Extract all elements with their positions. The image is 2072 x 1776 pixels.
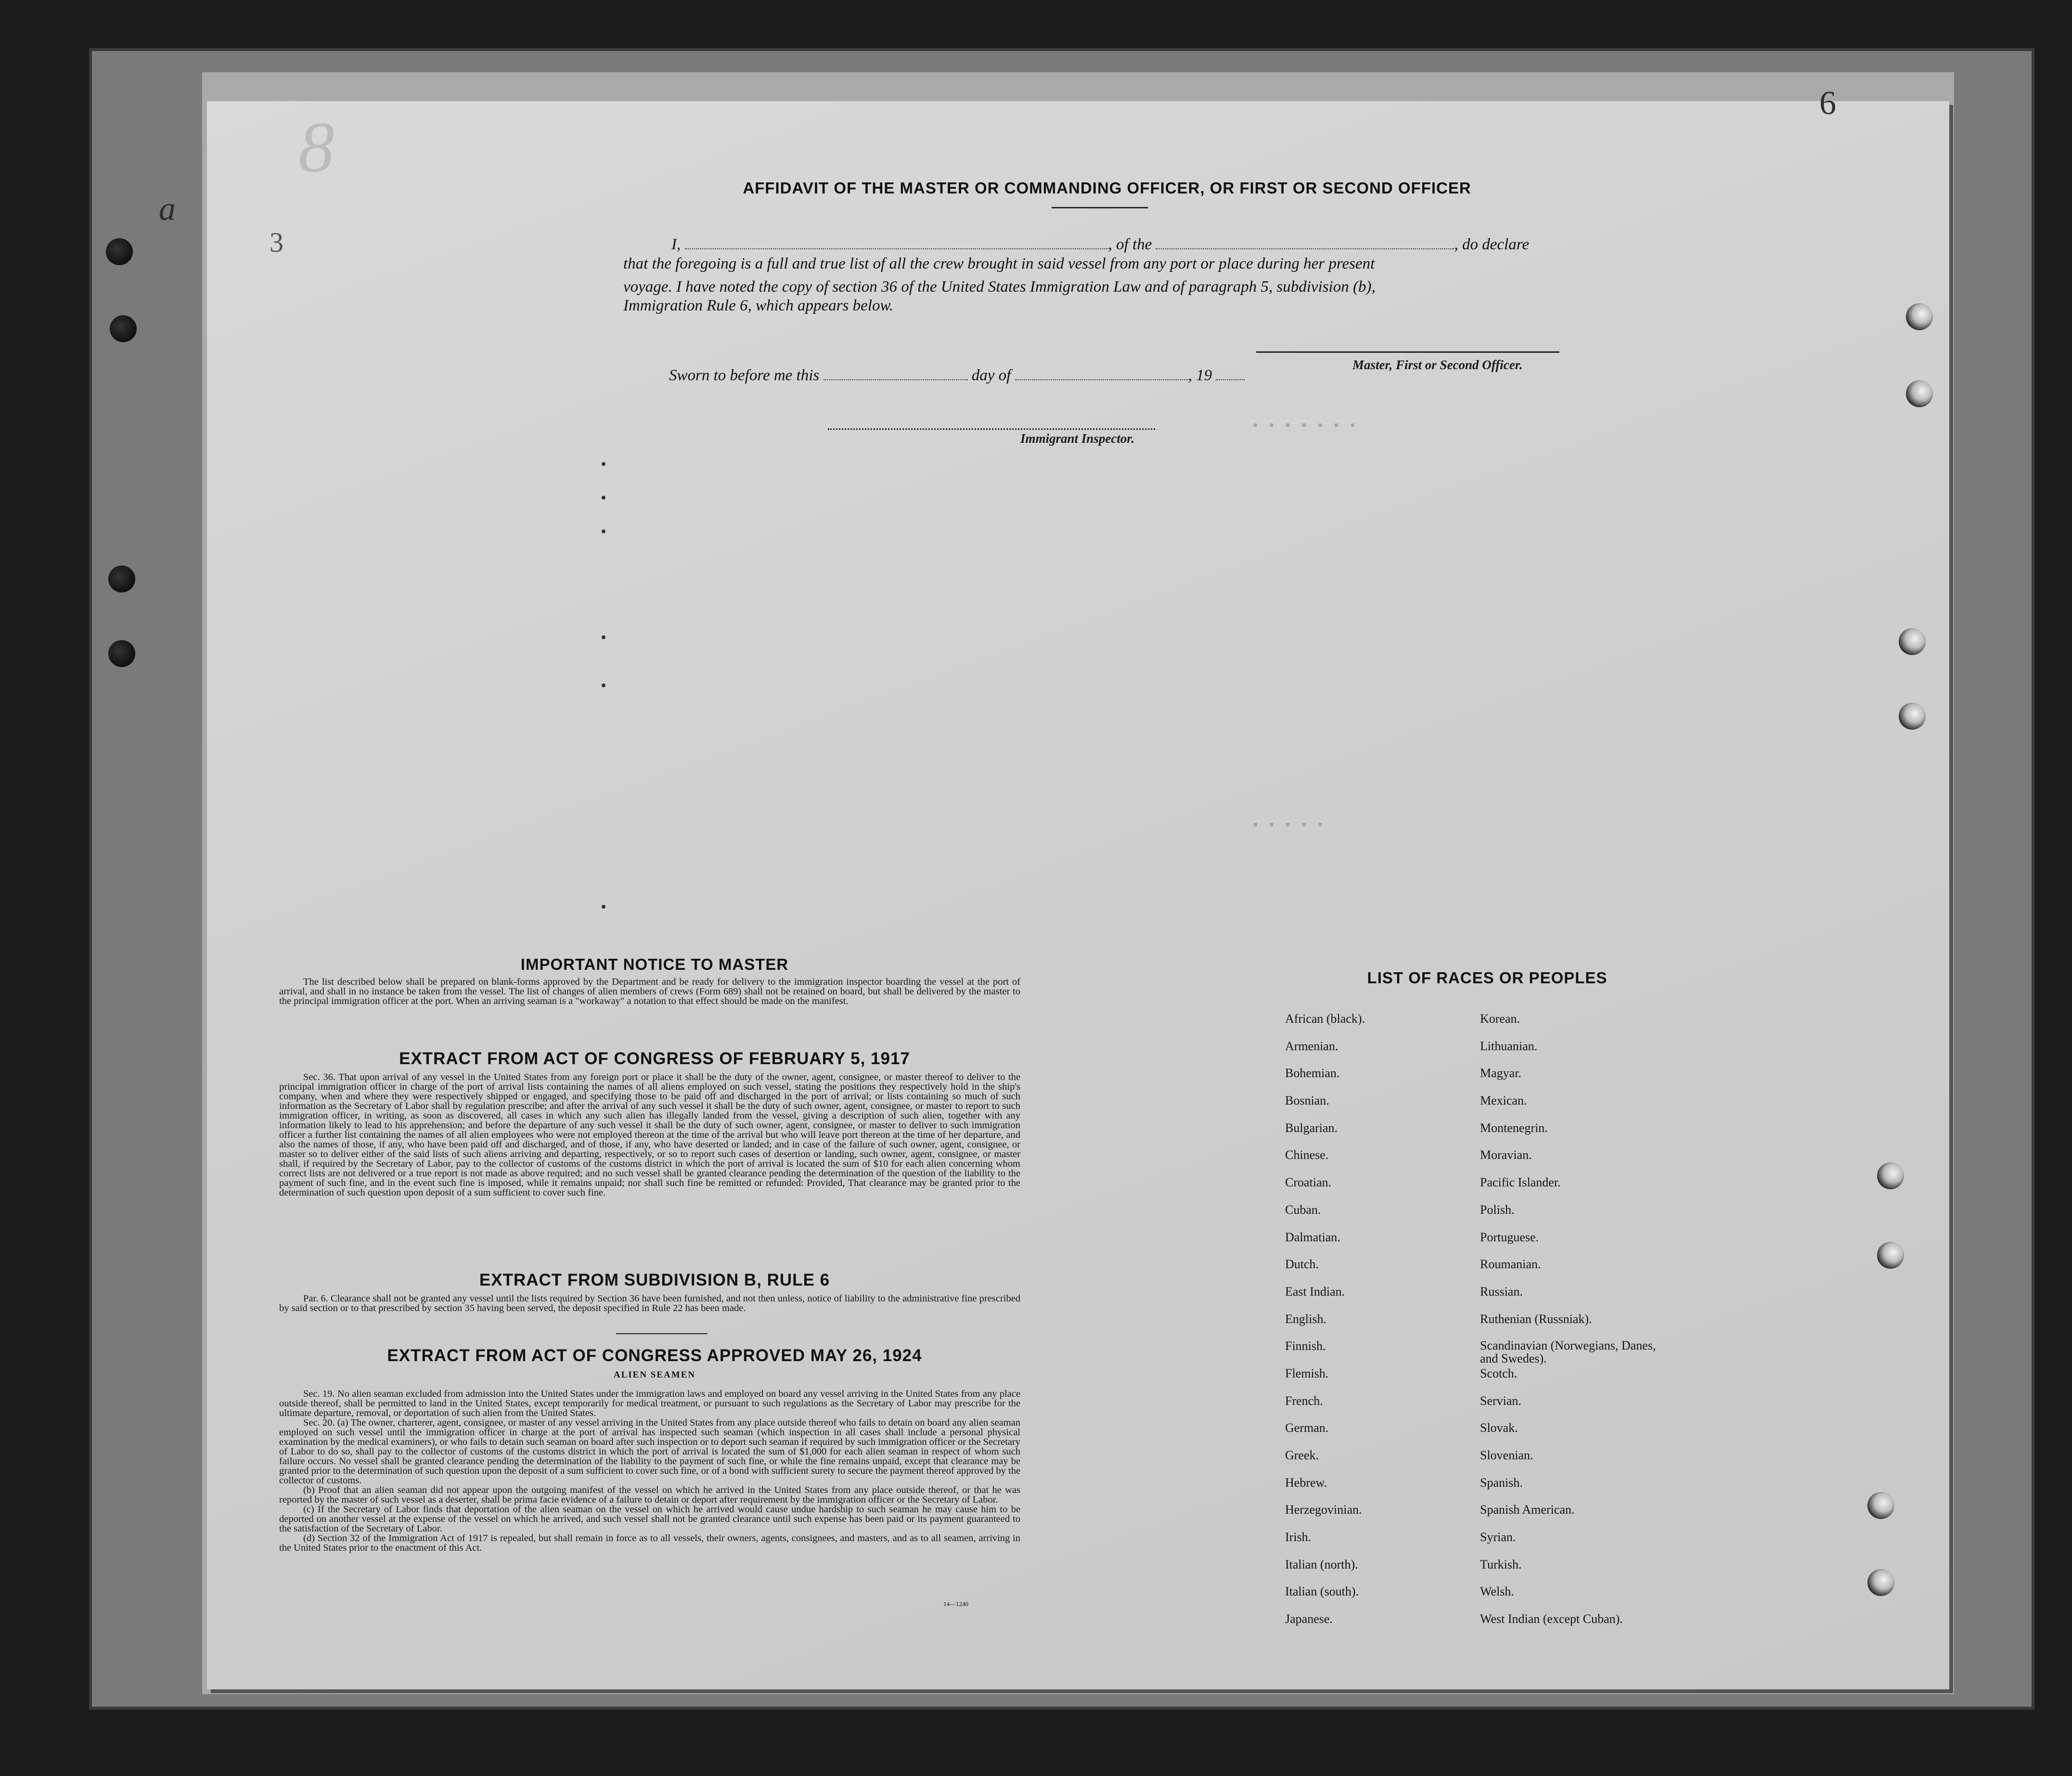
race-item: Armenian. [1285, 1039, 1338, 1053]
punch-hole [1867, 1492, 1894, 1519]
race-item: African (black). [1285, 1012, 1365, 1026]
race-item: Portuguese. [1480, 1230, 1539, 1244]
extract-1917-text [279, 1072, 1020, 1197]
section-divider [616, 1333, 708, 1334]
vessel-blank [1156, 237, 1454, 249]
ink-dot [602, 635, 605, 639]
race-item: Bohemian. [1285, 1066, 1340, 1081]
sec-20c-paragraph: (c) If the Secretary of Labor finds that deportation of the alien seaman on the vessel on which he arrived would cause undue hardship to such seaman he may cause him to be deported on another vessel at the expense of the vessel on which he arrived, and such vessel shall not be granted clearance until such expense has been paid or its payment guaranteed to the satisfaction of the Secretary of Labor. [279, 1504, 1020, 1534]
sworn-day-of: day of [971, 367, 1011, 384]
affidavit-i: I, [671, 236, 681, 253]
race-item: Syrian. [1480, 1530, 1516, 1544]
punch-hole [106, 238, 133, 265]
race-item: German. [1285, 1421, 1329, 1435]
race-item: Italian (south). [1285, 1584, 1359, 1599]
page-number-tab: 6 [1819, 85, 1836, 122]
affidavit-line-3: voyage. I have noted the copy of section 36 of the United States Immigration Law and of paragraph 5, subdivision (b), [623, 278, 1376, 296]
race-item: Dutch. [1285, 1257, 1319, 1272]
form-number: 14—1240 [943, 1600, 968, 1608]
bleed-through-text: ▪ ▪ ▪ ▪ ▪ [1251, 818, 1325, 833]
rule6-text [279, 1294, 1020, 1313]
race-item: Turkish. [1480, 1557, 1522, 1571]
sec-20a-paragraph: Sec. 20. (a) The owner, charterer, agent, consignee, or master of any vessel arriving in the United States from any place outside thereof who fails to detain on board any alien seaman employed on such vessel until the immigration officer in charge at the port of arrival has inspected such seaman (which inspection in all cases shall include a personal physical examination by the medical examiners), or who fails to detain such seaman on board after such inspection or to deport such seaman if required by such immigration officer or the Secretary of Labor to do so, shall pay to the collector of customs of the customs district in which the port of arrival is located the sum of $1,000 for each alien seaman in respect of whom such failure occurs. No vessel shall be granted clearance pending the determination of the liability to the payment of such fine, or while the fine remains unpaid, except that clearance may be granted prior to the determination of such question upon the deposit of a sum sufficient to cover such fine, or of a bond with sufficient surety to secure the payment thereof approved by the collector of customs. [279, 1417, 1020, 1486]
race-item: Korean. [1480, 1012, 1520, 1026]
races-column-1 [1285, 1012, 1365, 1639]
margin-mark-8: 8 [298, 107, 335, 187]
punch-hole [1906, 380, 1933, 407]
races-column-2 [1480, 1012, 1663, 1639]
ink-dot [602, 496, 605, 500]
ink-dot [602, 905, 605, 909]
race-item: West Indian (except Cuban). [1480, 1612, 1623, 1626]
race-item: Chinese. [1285, 1148, 1329, 1162]
punch-hole [110, 315, 137, 342]
punch-hole [1877, 1162, 1904, 1189]
inspector-signature-label: Immigrant Inspector. [1020, 431, 1135, 446]
race-item: Finnish. [1285, 1339, 1326, 1353]
rule6-paragraph: Par. 6. Clearance shall not be granted any vessel until the lists required by Section 36 have been furnished, and not then unless, notice of liability to the administrative fine prescribed by said section or to that prescribed by section 35 having been served, the deposit specified in Rule 22 has been made. [279, 1293, 1020, 1313]
race-item: Flemish. [1285, 1366, 1329, 1380]
race-item: Servian. [1480, 1393, 1521, 1408]
sec-20d-paragraph: (d) Section 32 of the Immigration Act of 1917 is repealed, but shall remain in force as to all vessels, their owners, agents, consignees, and masters, and as to all seamen, arriving in the United States prior to the enactment of this Act. [279, 1533, 1020, 1553]
race-item: Ruthenian (Russniak). [1480, 1312, 1592, 1326]
race-item: Bulgarian. [1285, 1120, 1338, 1135]
race-item: Irish. [1285, 1530, 1312, 1544]
affidavit-line-4: Immigration Rule 6, which appears below. [623, 297, 894, 314]
race-item: Hebrew. [1285, 1475, 1327, 1490]
year-blank [1216, 368, 1245, 380]
master-signature-line [1256, 351, 1559, 353]
title-underline [1052, 207, 1148, 208]
race-item: Russian. [1480, 1284, 1523, 1299]
punch-hole [1899, 703, 1926, 730]
ink-dot [602, 529, 605, 533]
race-item: Croatian. [1285, 1175, 1332, 1190]
punch-hole [108, 566, 135, 592]
race-item: Spanish. [1480, 1475, 1523, 1490]
race-item: Roumanian. [1480, 1257, 1541, 1272]
master-signature-label: Master, First or Second Officer. [1352, 358, 1523, 372]
affidavit-line-1 [671, 236, 1529, 254]
race-item: Lithuanian. [1480, 1039, 1538, 1053]
race-item: Cuban. [1285, 1202, 1321, 1217]
bleed-through-text: ▪ ▪ ▪ ▪ ▪ ▪ ▪ [1251, 419, 1357, 434]
sworn-year: , 19 [1188, 367, 1212, 384]
punch-hole [1877, 1242, 1904, 1269]
notice-text [279, 977, 1020, 1006]
race-item: Mexican. [1480, 1094, 1527, 1108]
race-item: Welsh. [1480, 1584, 1514, 1599]
sec-19-paragraph: Sec. 19. No alien seaman excluded from admission into the United States under the immigration laws and employed on board any vessel arriving in the United States from any place outside thereof, shall be permitted to land in the United States, except temporarily for medical treatment, or pursuant to such regulations as the Secretary of Labor may prescribe for the ultimate departure, removal, or deportation of such alien from the United States. [279, 1389, 1020, 1418]
punch-hole [1899, 628, 1926, 655]
sworn-before: Sworn to before me this [669, 367, 820, 384]
race-item: Spanish American. [1480, 1503, 1575, 1517]
alien-seamen-subtitle: ALIEN SEAMEN [613, 1370, 696, 1380]
ink-dot [602, 462, 605, 466]
race-item: Moravian. [1480, 1148, 1532, 1162]
margin-mark-a: a [159, 191, 176, 228]
race-item: Scotch. [1480, 1366, 1518, 1380]
race-item: Montenegrin. [1480, 1120, 1548, 1135]
extract-1917-paragraph: Sec. 36. That upon arrival of any vessel in the United States from any foreign port or place it shall be the duty of the owner, agent, consignee, or master thereof to deliver to the principal immigration officer in charge of the port of arrival lists containing the names of all aliens employed on such vessel, stating the positions they respectively hold in the ship's company, when and where they were respectively shipped or engaged, and specifying those to be paid off and discharged in the port of arrival; or lists containing so much of such information as the Secretary of Labor shall by regulation prescribe; and after the arrival of any such vessel it shall be the duty of such owner, agent, consignee, or master to report to such immigration officer, in writing, as soon as discovered, all cases in which any such alien has illegally landed from the vessel, giving a description of such alien, together with any information likely to lead to his apprehension; and before the departure of any such vessel it shall be the duty of such owner, agent, consignee, or master to deliver to such immigration officer a further list containing the names of all alien employees who were not employed thereon at the time of the arrival but who will leave port thereon at the time of her departure, and also the names of those, if any, who have been paid off and discharged, and of those, if any, who have deserted or landed; and in case of the failure of such owner, agent, consignee, or master so to deliver either of the said lists of such aliens arriving and departing, respectively, or so to report such cases of desertion or landing, such owner, agent, consignee, or master shall, if required by the Secretary of Labor, pay to the collector of customs of the customs district in which the port of arrival is located the sum of $10 for each alien concerning whom correct lists are not delivered or a true report is not made as above required; and no such vessel shall be granted clearance pending the determination of the question of the liability to the payment of such fine, and in the event such fine is imposed, while it remains unpaid; nor shall such fine be remitted or refunded: Provided, That clearance may be granted prior to the determination of such question upon deposit of a sum sufficient to cover such fine. [279, 1072, 1020, 1198]
race-item: Dalmatian. [1285, 1230, 1340, 1244]
race-item: East Indian. [1285, 1284, 1345, 1299]
race-item: Slovenian. [1480, 1448, 1533, 1462]
races-title: LIST OF RACES OR PEOPLES [1367, 969, 1608, 987]
rule6-title: EXTRACT FROM SUBDIVISION B, RULE 6 [479, 1271, 830, 1289]
affidavit-title: AFFIDAVIT OF THE MASTER OR COMMANDING OFFICER, OR FIRST OR SECOND OFFICER [743, 179, 1471, 197]
punch-hole [1906, 303, 1933, 330]
race-item: Polish. [1480, 1202, 1515, 1217]
punch-hole [1867, 1569, 1894, 1596]
race-item: Bosnian. [1285, 1094, 1329, 1108]
race-item: Pacific Islander. [1480, 1175, 1561, 1190]
race-item: Japanese. [1285, 1612, 1333, 1626]
race-item: Greek. [1285, 1448, 1319, 1462]
extract-1917-title: EXTRACT FROM ACT OF CONGRESS OF FEBRUARY 5, 1917 [399, 1049, 910, 1068]
notice-title: IMPORTANT NOTICE TO MASTER [520, 955, 789, 973]
extract-1924-text [279, 1389, 1020, 1553]
race-item: French. [1285, 1393, 1323, 1408]
month-blank [1015, 368, 1188, 380]
margin-mark-3: 3 [270, 227, 283, 258]
sworn-line [669, 367, 1245, 385]
extract-1924-title: EXTRACT FROM ACT OF CONGRESS APPROVED MAY 26, 1924 [387, 1346, 922, 1365]
name-blank [685, 237, 1108, 249]
ink-dot [602, 683, 605, 687]
race-item: Italian (north). [1285, 1557, 1358, 1571]
affidavit-of-the: , of the [1108, 236, 1152, 253]
race-item: Magyar. [1480, 1066, 1521, 1081]
notice-paragraph: The list described below shall be prepared on blank-forms approved by the Department and be ready for delivery to the immigration inspector boarding the vessel at the port of arrival, and shall in no instance be taken from the vessel. The list of changes of alien members of crews (Form 689) shall not be retained on board, but shall be delivered by the master to the principal immigration officer at the port. When an arriving seaman is a "workaway" a notation to that effect should be made on the manifest. [279, 977, 1020, 1006]
affidavit-line-2: that the foregoing is a full and true list of all the crew brought in said vessel from any port or place during her present [623, 255, 1375, 272]
race-item: Herzegovinian. [1285, 1503, 1362, 1517]
inspector-signature-line [828, 428, 1155, 430]
race-item: Slovak. [1480, 1421, 1518, 1435]
affidavit-declare: , do declare [1454, 236, 1529, 253]
punch-hole [108, 640, 135, 667]
race-item: English. [1285, 1312, 1326, 1326]
race-item: Scandinavian (Norwegians, Danes, and Swedes). [1480, 1338, 1656, 1366]
day-blank [824, 368, 968, 380]
sec-20b-paragraph: (b) Proof that an alien seaman did not appear upon the outgoing manifest of the vessel on which he arrived in the United States from any place outside thereof, or that he was reported by the master of such vessel as a deserter, shall be prima facie evidence of a failure to detain or deport after requirement by the immigration officer or the Secretary of Labor. [279, 1485, 1020, 1505]
